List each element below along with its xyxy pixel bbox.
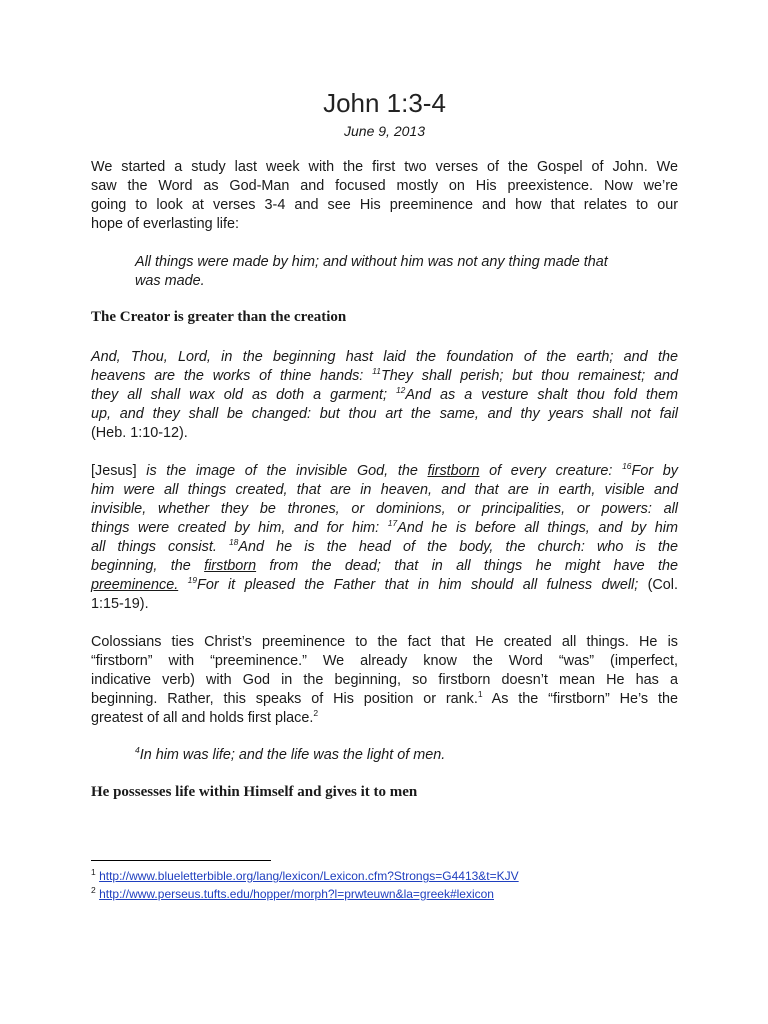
text-line: him were all things created, that are in heaven, and that are in earth, visible and <box>91 482 678 498</box>
footnote-ref: 2 <box>313 708 319 719</box>
footnote-divider <box>91 860 271 861</box>
intro-paragraph <box>91 158 678 234</box>
underlined-word: firstborn <box>427 463 480 479</box>
quote-line: was made. <box>135 273 205 289</box>
quote-line: All things were made by him; and without him was not any thing made that <box>135 254 608 270</box>
page-title: John 1:3-4 <box>323 88 446 118</box>
footnote-2: $^2$ http://www.perseus.tufts.edu/hopper/morph?l=prwteuwn&la=greek#lexicon <box>91 885 494 901</box>
footnote-link[interactable]: http://www.blueletterbible.org/lang/lexicon/Lexicon.cfm?Strongs=G4413&t=KJV <box>99 869 519 883</box>
document-date: June 9, 2013 <box>344 123 425 139</box>
text-line: invisible, whether they be thrones, or dominions, or principalities, or powers: all <box>91 501 678 517</box>
scripture-quote-john-1-4: $^4$In him was life; and the life was the light of men. <box>135 745 446 763</box>
section-heading-creator: The Creator is greater than the creation <box>91 309 347 325</box>
text-line: greatest of all and holds first place.$^2$ <box>91 708 319 726</box>
scripture-reference: 1:15-19). <box>91 596 149 612</box>
text-line: “firstborn” with “preeminence.” We already know the Word “was” (imperfect, <box>91 653 678 669</box>
text-line: they all shall wax old as doth a garment; $^{12}$And as a vesture shalt thou fold them <box>91 385 678 403</box>
text-line: beginning, the firstborn from the dead; that in all things he might have the <box>91 558 679 574</box>
text-line: up, and they shall be changed: but thou art the same, and thy years shall not fail <box>91 406 678 422</box>
colossians-quote <box>91 462 678 614</box>
scripture-quote-john-1-3 <box>135 253 678 291</box>
text-line: And, Thou, Lord, in the beginning hast laid the foundation of the earth; and the <box>91 349 678 365</box>
text-line: beginning. Rather, this speaks of His position or rank.$^1$ As the “firstborn” He’s the <box>91 689 678 707</box>
text-line: going to look at verses 3-4 and see His preeminence and how that relates to our <box>91 197 678 213</box>
underlined-word: firstborn <box>204 558 257 574</box>
verse-number: 4 <box>135 745 140 756</box>
scripture-reference: (Heb. 1:10-12). <box>91 425 188 441</box>
footnote-1: $^1$ http://www.blueletterbible.org/lang/lexicon/Lexicon.cfm?Strongs=G4413&t=KJV <box>91 867 519 883</box>
footnote-ref: 1 <box>477 689 483 700</box>
verse-number: 12 <box>395 385 406 396</box>
text-line: heavens are the works of thine hands: $^{11}$They shall perish; but thou remainest; and <box>91 366 678 384</box>
text-line: all things consist. $^{18}$And he is the head of the body, the church: who is the <box>91 537 678 555</box>
verse-number: 11 <box>372 366 381 377</box>
text-line: [Jesus] is the image of the invisible God, the firstborn of every creature: $^{16}$For by <box>91 461 678 479</box>
text-line: Colossians ties Christ’s preeminence to the fact that He created all things. He is <box>91 634 678 650</box>
text-line: things were created by him, and for him: $^{17}$And he is before all things, and by him <box>91 518 678 536</box>
text-line: indicative verb) with God in the beginning, so firstborn doesn’t mean He has a <box>91 672 678 688</box>
section-heading-life: He possesses life within Himself and gives it to men <box>91 784 418 800</box>
underlined-word: preeminence. <box>91 577 179 593</box>
footnote-link[interactable]: http://www.perseus.tufts.edu/hopper/morph?l=prwteuwn&la=greek#lexicon <box>99 887 494 901</box>
text-line: preeminence. $^{19}$For it pleased the Father that in him should all fulness dwell; (Col. <box>91 575 678 593</box>
text-line: hope of everlasting life: <box>91 216 239 232</box>
explanation-paragraph <box>91 633 678 728</box>
text-line: We started a study last week with the first two verses of the Gospel of John. We <box>91 159 678 175</box>
text-line: saw the Word as God-Man and focused mostly on His preexistence. Now we’re <box>91 178 678 194</box>
hebrews-quote <box>91 348 678 443</box>
